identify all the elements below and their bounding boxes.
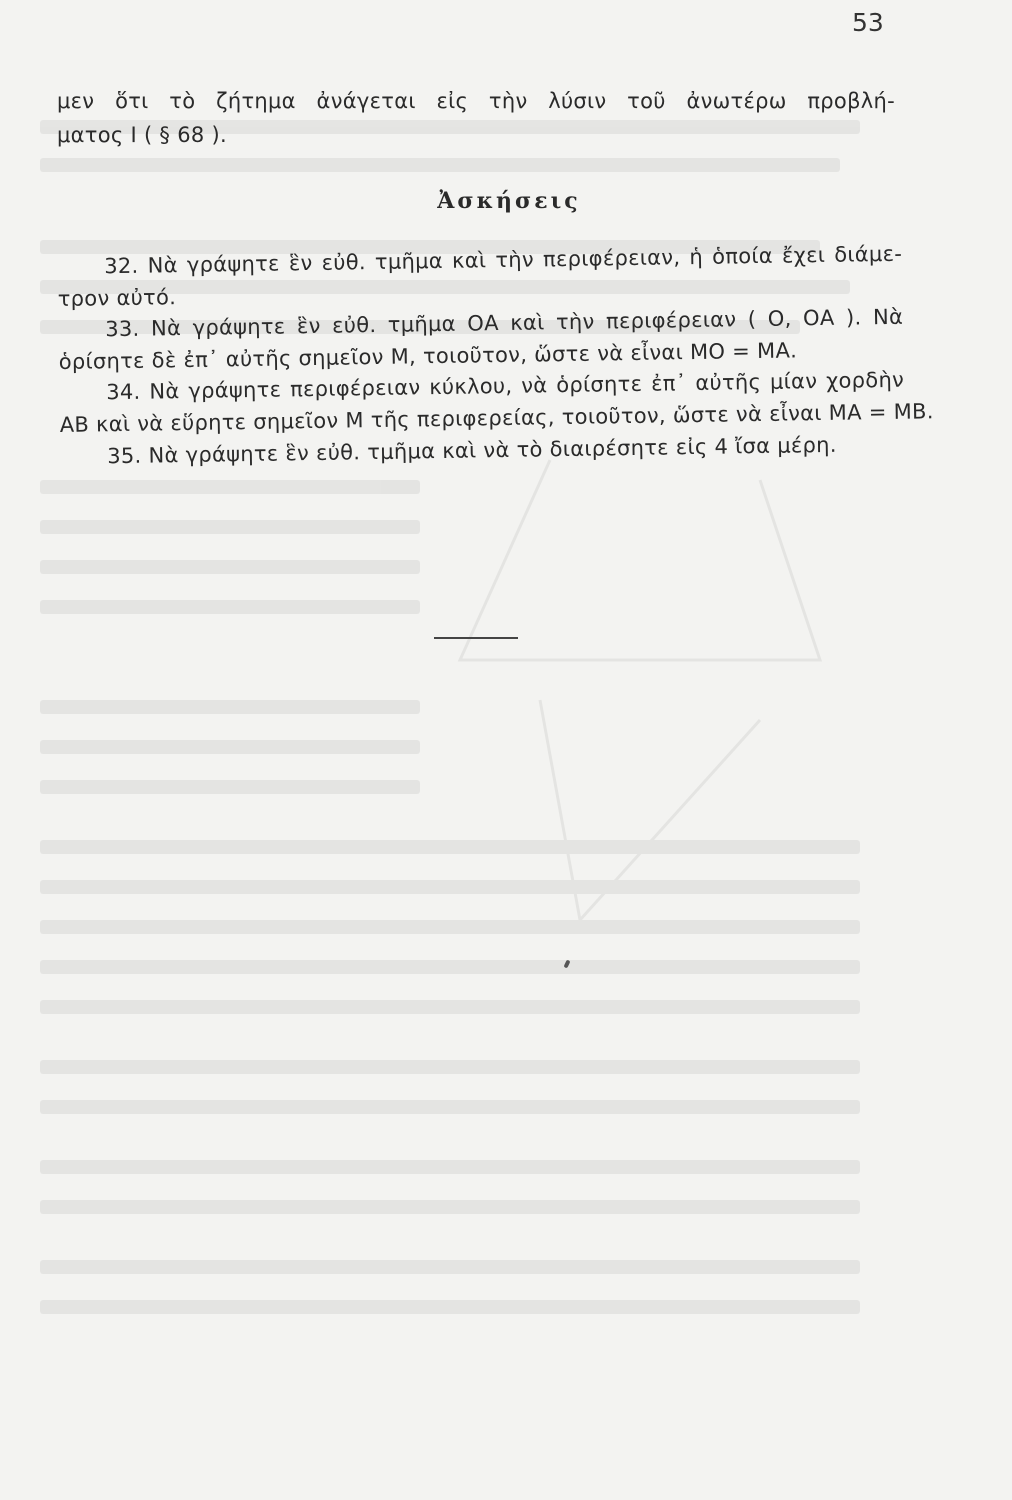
- section-end-rule: [434, 637, 518, 639]
- exercise-32-line-1: 32. Νὰ γράψητε ἓν εὐθ. τμῆμα καὶ τὴν περιφέρειαν, ἡ ὁποία ἔχει διάμε-: [104, 241, 903, 279]
- exercise-34-line-2: ΑΒ καὶ νὰ εὕρητε σημεῖον Μ τῆς περιφερείας, τοιοῦτον, ὥστε νὰ εἶναι ΜΑ = ΜΒ.: [59, 399, 934, 437]
- exercise-33-line-1: 33. Νὰ γράψητε ἓν εὐθ. τμῆμα ΟΑ καὶ τὴν περιφέρειαν ( Ο, ΟΑ ). Νὰ: [105, 304, 904, 342]
- exercise-35-line-1: 35. Νὰ γράψητε ἓν εὐθ. τμῆμα καὶ νὰ τὸ διαιρέσητε εἰς 4 ἴσα μέρη.: [107, 432, 837, 468]
- page-number: 53: [852, 8, 884, 37]
- exercises-list: [57, 239, 934, 473]
- exercise-32-line-2: τρον αὐτό.: [57, 284, 177, 311]
- ink-speck: [563, 960, 570, 969]
- exercise-34-line-1: 34. Νὰ γράψητε περιφέρειαν κύκλου, νὰ ὁρίσητε ἐπ᾽ αὐτῆς μίαν χορδὴν: [106, 368, 905, 405]
- section-heading: Ἀσκήσεις: [437, 188, 581, 214]
- intro-line: ματος Ι ( § 68 ).: [57, 123, 227, 147]
- intro-paragraph: [57, 84, 895, 152]
- exercise-33-line-2: ὁρίσητε δὲ ἐπ᾽ αὐτῆς σημεῖον Μ, τοιοῦτον, ὥστε νὰ εἶναι ΜΟ = ΜΑ.: [58, 338, 798, 374]
- intro-line: μεν ὅτι τὸ ζήτημα ἀνάγεται εἰς τὴν λύσιν τοῦ ἀνωτέρω προβλή-: [57, 89, 895, 113]
